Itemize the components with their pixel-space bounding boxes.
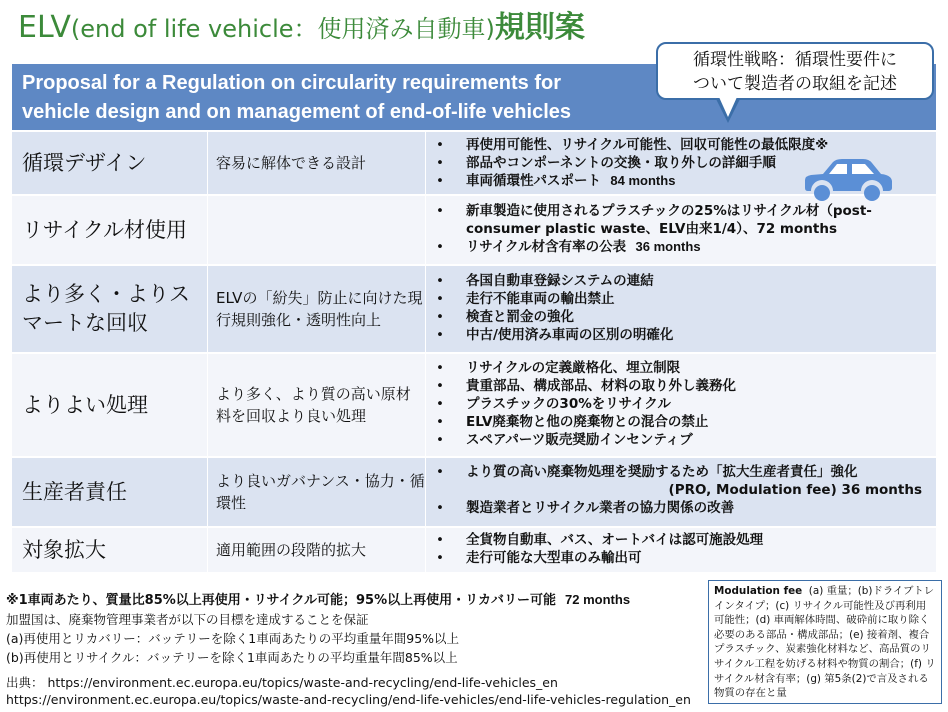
epr-deadline: (PRO, Modulation fee) 36 months <box>668 482 922 498</box>
deadline-months: 72 months <box>565 592 631 607</box>
table-row-producer-responsibility <box>12 458 936 526</box>
bullet-dot: • <box>436 432 444 448</box>
bullet-dot: • <box>436 239 444 255</box>
bullet-dot: • <box>436 550 444 566</box>
bullet-dot: • <box>436 360 444 376</box>
row-items <box>426 458 936 526</box>
row-items <box>426 354 936 456</box>
bullet-dot: • <box>436 309 444 325</box>
footnote-threshold: ※1車両あたり、質量比85%以上再使用・リサイクル可能；95%以上再使用・リカバリー可能 72 months <box>6 592 631 608</box>
deadline-months: 36 months <box>635 239 701 254</box>
header-line-1: Proposal for a Regulation on circularity requirements for <box>22 72 561 94</box>
callout-line-1: 循環性戦略：循環性要件に <box>693 50 897 70</box>
table-row-collection <box>12 266 936 352</box>
list-item: • 製造業者とリサイクル業者の協力関係の改善 <box>436 500 735 516</box>
deadline-months: 84 months <box>610 173 676 188</box>
list-item: • スペアパーツ販売奨励インセンティブ <box>436 432 693 448</box>
row-category: 対象拡大 <box>12 528 208 572</box>
row-items <box>426 196 936 264</box>
row-description: 容易に解体できる設計 <box>208 132 426 194</box>
footnote-target-b: (b)再使用とリサイクル：バッテリーを除く1車両あたりの平均重量年間85%以上 <box>6 650 458 665</box>
bullet-dot: • <box>436 291 444 307</box>
row-category: よりよい処理 <box>12 354 208 456</box>
list-item: • 車両循環性パスポート 84 months <box>436 173 676 189</box>
row-description: 適用範囲の段階的拡大 <box>208 528 426 572</box>
bullet-dot: • <box>436 414 444 430</box>
bullet-dot: • <box>436 464 444 480</box>
table-row-treatment <box>12 354 936 456</box>
modulation-heading: Modulation fee <box>714 585 803 597</box>
bullet-dot: • <box>436 396 444 412</box>
callout-line-2: ついて製造者の取組を記述 <box>693 74 897 94</box>
row-category: より多く・よりスマートな回収 <box>12 266 208 352</box>
source-link-2[interactable]: https://environment.ec.europa.eu/topics/waste-and-recycling/end-life-vehicles/end-life-vehicles-regulation_en <box>6 692 691 707</box>
source-links <box>6 674 691 708</box>
list-item: • 検査と罰金の強化 <box>436 309 574 325</box>
bullet-dot: • <box>436 500 444 516</box>
row-category: 生産者責任 <box>12 458 208 526</box>
footnote-member-states: 加盟国は、廃棄物管理事業者が以下の目標を達成することを保証 <box>6 612 369 627</box>
modulation-fee-box <box>708 580 942 704</box>
callout-pointer-fill <box>719 97 737 117</box>
bullet-dot: • <box>436 203 444 219</box>
source-label: 出典： <box>6 675 44 690</box>
row-description: より多く、より質の高い原材料を回収より良い処理 <box>208 354 426 456</box>
list-item: • リサイクル材含有率の公表 36 months <box>436 239 701 255</box>
list-item: • 走行可能な大型車のみ輸出可 <box>436 550 642 566</box>
list-item: • 貴重部品、構成部品、材料の取り外し義務化 <box>436 378 736 394</box>
list-item: • 走行不能車両の輸出禁止 <box>436 291 615 307</box>
list-item: • プラスチックの30%をリサイクル <box>436 396 671 412</box>
row-items <box>426 528 936 572</box>
title-subtitle: (end of life vehicle：使用済み自動車) <box>70 15 495 43</box>
circularity-strategy-callout <box>656 42 934 100</box>
car-icon <box>797 154 897 206</box>
row-description: ELVの「紛失」防止に向けた現行規則強化・透明性向上 <box>208 266 426 352</box>
source-link-1[interactable]: https://environment.ec.europa.eu/topics/waste-and-recycling/end-life-vehicles_en <box>47 675 558 690</box>
bullet-dot: • <box>436 273 444 289</box>
row-description <box>208 196 426 264</box>
row-items <box>426 266 936 352</box>
list-item: • ELV廃棄物と他の廃棄物との混合の禁止 <box>436 414 709 430</box>
table-row-recycled-material <box>12 196 936 264</box>
list-item: • より質の高い廃棄物処理を奨励するため「拡大生産者責任」強化 <box>436 464 858 480</box>
bullet-dot: • <box>436 137 444 153</box>
list-item: • 中古/使用済み車両の区別の明確化 <box>436 327 674 343</box>
footnotes <box>6 590 706 667</box>
row-description: より良いガバナンス・協力・循環性 <box>208 458 426 526</box>
table-row-scope-expansion <box>12 528 936 572</box>
list-item: • 新車製造に使用されるプラスチックの25%はリサイクル材（post-consumer plastic waste、ELV由来1/4）、72 months <box>436 203 872 237</box>
list-item: • リサイクルの定義厳格化、埋立制限 <box>436 360 681 376</box>
bullet-dot: • <box>436 532 444 548</box>
list-item: • 各国自動車登録システムの連結 <box>436 273 654 289</box>
title-elv: ELV <box>18 10 71 45</box>
list-item: • 全貨物自動車、バス、オートバイは認可施設処理 <box>436 532 764 548</box>
list-item: • 再使用可能性、リサイクル可能性、回収可能性の最低限度※ <box>436 137 829 153</box>
row-category: 循環デザイン <box>12 132 208 194</box>
footnote-target-a: (a)再使用とリカバリー：バッテリーを除く1車両あたりの平均重量年間95%以上 <box>6 631 460 646</box>
header-line-2: vehicle design and on management of end-of-life vehicles <box>22 101 572 123</box>
page-title <box>18 2 585 46</box>
bullet-dot: • <box>436 155 444 171</box>
bullet-dot: • <box>436 173 444 189</box>
bullet-dot: • <box>436 378 444 394</box>
list-item: • 部品やコンポーネントの交換・取り外しの詳細手順 <box>436 155 776 171</box>
modulation-body: (a) 重量；(b)ドライブトレインタイプ；(c) リサイクル可能性及び再利用可能性；(d) 車両解体時間、破砕前に取り除く必要のある部品・構成部品；(e) 接着剤、複合プラスチック、炭素強化材料など、高品質のリサイクル工程を妨げる材料や物質の割合；(f) リサイクル材含有率；(g) 第5条(2)で言及される物質の存在と量 <box>714 585 936 700</box>
row-category: リサイクル材使用 <box>12 196 208 264</box>
title-proposal: 規則案 <box>494 10 585 45</box>
bullet-dot: • <box>436 327 444 343</box>
